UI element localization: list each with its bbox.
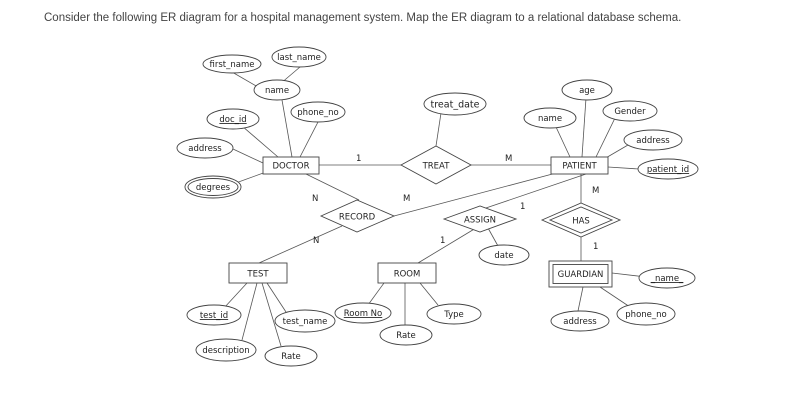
entity-patient bbox=[551, 157, 608, 174]
card-doctor-treat: 1 bbox=[356, 154, 362, 164]
card-patient-assign: 1 bbox=[520, 202, 526, 212]
svg-text:_name_: _name_ bbox=[650, 274, 684, 284]
relationship-treat bbox=[401, 146, 471, 184]
attr-last-name bbox=[272, 47, 326, 67]
identifying-relationship-has bbox=[542, 203, 620, 237]
attr-description bbox=[196, 339, 256, 361]
svg-text:name: name bbox=[537, 114, 563, 124]
relationship-assign bbox=[444, 206, 516, 232]
attr-patient-name bbox=[524, 108, 576, 128]
attr-guardian-address bbox=[551, 311, 609, 331]
entity-room-label: ROOM bbox=[393, 269, 421, 280]
relationship-record-label: RECORD bbox=[338, 212, 376, 223]
attr-guardian-phone-no bbox=[617, 303, 675, 325]
entity-test-label: TEST bbox=[247, 269, 269, 280]
relationship-record bbox=[321, 200, 394, 232]
question-text: Consider the following ER diagram for a hospital management system. Map the ER diagram to a relational database schema. bbox=[44, 12, 682, 24]
attr-degrees-multivalued bbox=[185, 176, 241, 198]
attr-room-rate bbox=[380, 325, 432, 345]
entity-room bbox=[378, 263, 436, 283]
attr-age bbox=[562, 80, 612, 100]
svg-text:address: address bbox=[563, 317, 597, 327]
card-has-guardian: 1 bbox=[593, 242, 599, 252]
attr-patient-address bbox=[624, 130, 682, 150]
entity-guardian-label: GUARDIAN bbox=[557, 270, 604, 280]
entity-doctor bbox=[263, 157, 319, 174]
relationship-has-label: HAS bbox=[572, 216, 590, 227]
card-assign-room: 1 bbox=[440, 236, 446, 246]
svg-text:age: age bbox=[579, 86, 595, 96]
svg-text:Rate: Rate bbox=[396, 331, 416, 341]
svg-text:Gender: Gender bbox=[614, 107, 646, 117]
svg-text:degrees: degrees bbox=[195, 183, 231, 193]
attr-gender bbox=[603, 101, 657, 121]
attr-doctor-address bbox=[177, 138, 233, 158]
svg-text:last_name: last_name bbox=[277, 53, 321, 63]
relationship-treat-label: TREAT bbox=[422, 161, 450, 172]
card-doctor-record: N bbox=[312, 194, 319, 204]
svg-text:first_name: first_name bbox=[209, 60, 255, 70]
attr-doctor-name bbox=[254, 80, 300, 100]
attr-first-name bbox=[203, 55, 261, 73]
attr-treat-date bbox=[424, 93, 486, 115]
svg-text:address: address bbox=[188, 144, 222, 154]
entity-patient-label: PATIENT bbox=[562, 161, 597, 172]
svg-text:phone_no: phone_no bbox=[625, 310, 667, 320]
card-record-test: N bbox=[313, 236, 320, 246]
svg-text:doc_id: doc_id bbox=[219, 115, 247, 125]
card-patient-has: M bbox=[592, 186, 600, 196]
attr-guardian-name bbox=[639, 268, 695, 288]
card-treat-patient: M bbox=[505, 154, 513, 164]
svg-text:patient_id: patient_id bbox=[646, 165, 690, 175]
svg-text:name: name bbox=[264, 86, 290, 96]
card-record-patient: M bbox=[403, 194, 411, 204]
entity-test bbox=[229, 263, 287, 283]
attr-test-rate bbox=[265, 346, 317, 366]
attr-test-name bbox=[275, 310, 335, 332]
svg-text:test_id: test_id bbox=[199, 311, 229, 321]
attr-assign-date bbox=[479, 245, 529, 265]
svg-text:Type: Type bbox=[444, 310, 464, 320]
attr-doc-id bbox=[207, 109, 259, 129]
weak-entity-guardian bbox=[549, 261, 612, 287]
attr-patient-id bbox=[638, 159, 698, 179]
svg-text:date: date bbox=[494, 251, 514, 261]
svg-text:Rate: Rate bbox=[281, 352, 301, 362]
svg-text:address: address bbox=[636, 136, 670, 146]
entity-doctor-label: DOCTOR bbox=[272, 161, 310, 172]
svg-text:treat_date: treat_date bbox=[430, 99, 480, 111]
attr-room-type bbox=[427, 304, 481, 324]
svg-text:test_name: test_name bbox=[282, 317, 328, 327]
svg-text:description: description bbox=[202, 346, 250, 356]
attr-phone-no bbox=[291, 102, 345, 122]
svg-text:Room No: Room No bbox=[343, 309, 383, 319]
attr-test-id bbox=[187, 305, 241, 325]
svg-text:phone_no: phone_no bbox=[297, 108, 339, 118]
relationship-assign-label: ASSIGN bbox=[463, 215, 497, 226]
attr-room-no bbox=[335, 303, 391, 323]
